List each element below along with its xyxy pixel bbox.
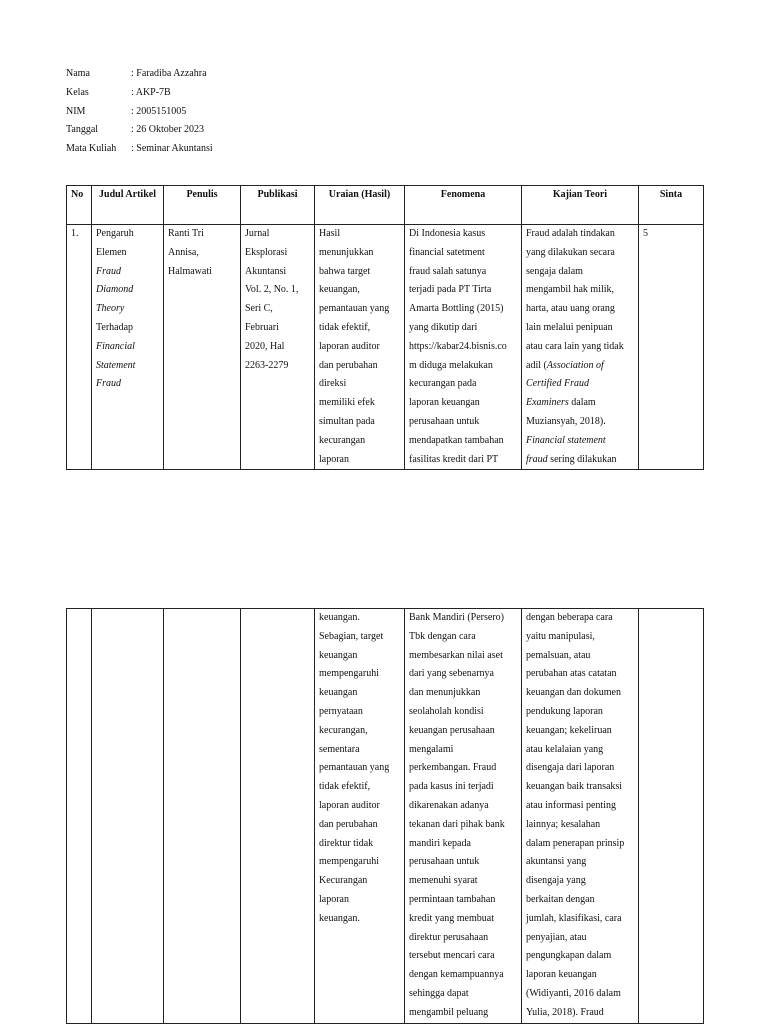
cell-text: direktur perusahaan <box>409 931 489 943</box>
table-row <box>67 225 704 470</box>
cell-line <box>526 300 634 319</box>
cell-judul <box>92 609 164 1024</box>
cell-line <box>96 375 159 394</box>
cell-line <box>526 891 634 910</box>
cell-line <box>409 609 517 628</box>
info-value: : Faradiba Azzahra <box>131 68 207 79</box>
cell-line <box>168 263 236 282</box>
cell-line <box>409 891 517 910</box>
cell-judul <box>92 225 164 470</box>
cell-text: mengambil hak milik, <box>526 284 615 296</box>
cell-line <box>409 1004 517 1023</box>
cell-line <box>409 872 517 891</box>
cell-no: 1. <box>67 225 92 470</box>
info-label: NIM <box>66 105 86 117</box>
cell-line <box>409 835 517 854</box>
info-label: Tanggal <box>66 124 99 136</box>
cell-text: keuangan; kekeliruan <box>526 724 612 736</box>
cell-line <box>319 281 400 300</box>
cell-line <box>409 647 517 666</box>
cell-line <box>409 759 517 778</box>
cell-line <box>319 647 400 666</box>
cell-text: mandiri kepada <box>409 837 471 849</box>
cell-line <box>526 722 634 741</box>
cell-publikasi <box>241 225 315 470</box>
cell-line <box>526 684 634 703</box>
cell-text: lain melalui penipuan <box>526 321 613 333</box>
cell-text: fraud <box>526 453 548 465</box>
cell-text: bahwa target <box>319 265 371 277</box>
cell-text: laporan auditor <box>319 799 380 811</box>
cell-line <box>526 413 634 432</box>
cell-line <box>409 413 517 432</box>
cell-line <box>526 929 634 948</box>
cell-line <box>96 300 159 319</box>
cell-text: tekanan dari pihak bank <box>409 818 505 830</box>
cell-text: sehingga dapat <box>409 987 469 999</box>
cell-line <box>319 244 400 263</box>
cell-line <box>319 609 400 628</box>
cell-line <box>409 947 517 966</box>
cell-text: 2020, Hal <box>245 340 285 352</box>
cell-text: terjadi pada PT Tirta <box>409 284 492 296</box>
cell-line <box>526 647 634 666</box>
cell-text: dikarenakan adanya <box>409 799 489 811</box>
cell-penulis <box>164 609 241 1024</box>
cell-line <box>526 281 634 300</box>
cell-line <box>168 225 236 244</box>
header-penulis: Penulis <box>164 186 241 225</box>
cell-text: Elemen <box>96 246 127 258</box>
student-info <box>66 65 213 159</box>
cell-text: sengaja dalam <box>526 265 583 277</box>
cell-line <box>168 244 236 263</box>
cell-line <box>319 872 400 891</box>
cell-line <box>526 263 634 282</box>
cell-line <box>319 891 400 910</box>
cell-text: Bank Mandiri (Persero) <box>409 612 504 623</box>
info-value: : Seminar Akuntansi <box>131 143 213 155</box>
cell-text: Seri C, <box>245 303 273 315</box>
cell-line <box>526 853 634 872</box>
cell-line <box>526 778 634 797</box>
cell-text: Certified Fraud <box>526 378 590 390</box>
cell-text: harta, atau uang orang <box>526 303 615 315</box>
cell-text: kecurangan <box>319 434 366 446</box>
cell-text: tersebut mencari cara <box>409 950 495 962</box>
cell-line <box>409 816 517 835</box>
cell-line <box>526 816 634 835</box>
cell-text: dengan kemampuannya <box>409 969 504 981</box>
cell-text: kredit yang membuat <box>409 912 494 924</box>
cell-text: keuangan <box>319 687 358 699</box>
cell-text: sementara <box>319 743 360 755</box>
cell-text: perubahan atas catatan <box>526 668 617 680</box>
table-header-row <box>67 186 704 225</box>
cell-text: 2263-2279 <box>245 359 289 371</box>
cell-line <box>245 338 310 357</box>
cell-text: pendukung laporan <box>526 705 603 717</box>
cell-text: dalam penerapan prinsip <box>526 837 625 849</box>
cell-text: Theory <box>96 303 125 315</box>
cell-line <box>96 263 159 282</box>
cell-text: permintaan tambahan <box>409 893 496 905</box>
cell-line <box>319 684 400 703</box>
cell-line <box>409 375 517 394</box>
cell-line <box>319 357 400 376</box>
cell-text: Fraud <box>96 378 121 390</box>
cell-line <box>319 797 400 816</box>
cell-kajian <box>522 225 639 470</box>
cell-line <box>96 319 159 338</box>
cell-line <box>526 357 634 376</box>
info-row <box>66 65 213 84</box>
cell-line <box>96 357 159 376</box>
cell-text: perkembangan. Fraud <box>409 762 497 774</box>
cell-text: Financial <box>96 340 135 352</box>
cell-no <box>67 609 92 1024</box>
cell-text: seolaholah kondisi <box>409 705 484 717</box>
cell-text: sering dilakukan <box>547 453 617 465</box>
cell-kajian <box>522 609 639 1024</box>
cell-line <box>319 225 400 244</box>
cell-line <box>409 244 517 263</box>
cell-text: simultan pada <box>319 415 375 427</box>
cell-text: pengungkapan dalam <box>526 950 612 962</box>
cell-text: pemantauan yang <box>319 762 390 774</box>
cell-text: Financial statement <box>526 434 606 446</box>
cell-line <box>409 853 517 872</box>
cell-text: pernyataan <box>319 705 363 717</box>
info-value: : 2005151005 <box>131 105 187 117</box>
cell-text: Sebagian, target <box>319 630 384 642</box>
cell-text: keuangan dan dokumen <box>526 687 621 699</box>
cell-line <box>409 684 517 703</box>
cell-line <box>409 319 517 338</box>
cell-text: keuangan <box>319 649 358 661</box>
cell-text: fasilitas kredit dari PT <box>409 453 499 465</box>
cell-text: laporan keuangan <box>526 969 597 981</box>
cell-line <box>96 281 159 300</box>
cell-line <box>409 797 517 816</box>
cell-line <box>245 281 310 300</box>
cell-text: dan perubahan <box>319 818 378 830</box>
info-value: : 26 Oktober 2023 <box>131 124 205 136</box>
cell-text: akuntansi yang <box>526 856 587 868</box>
cell-line <box>526 244 634 263</box>
cell-line <box>245 225 310 244</box>
info-value: : AKP-7B <box>131 86 171 98</box>
cell-line <box>526 225 634 244</box>
research-table-continued <box>66 608 704 1024</box>
cell-text: keuangan, <box>319 284 360 296</box>
cell-line <box>96 225 159 244</box>
cell-text: dari yang sebenarnya <box>409 668 494 680</box>
cell-line <box>319 375 400 394</box>
cell-text: pemantauan yang <box>319 303 390 315</box>
cell-text: adil ( <box>526 359 547 371</box>
cell-text: yang dikutip dari <box>409 321 478 333</box>
cell-text: disengaja dari laporan <box>526 762 615 774</box>
cell-line <box>526 947 634 966</box>
cell-text: atau cara lain yang tidak <box>526 340 624 352</box>
cell-text: Association of <box>546 359 604 371</box>
cell-text: Diamond <box>96 284 134 296</box>
cell-line <box>526 985 634 1004</box>
cell-line <box>96 244 159 263</box>
cell-text: Pengaruh <box>96 228 134 239</box>
cell-text: perusahaan untuk <box>409 856 480 868</box>
cell-line <box>409 966 517 985</box>
cell-fenomena <box>405 609 522 1024</box>
cell-line <box>319 628 400 647</box>
cell-text: disengaja yang <box>526 875 586 887</box>
cell-line <box>409 394 517 413</box>
cell-text: perusahaan untuk <box>409 415 480 427</box>
cell-line <box>409 432 517 451</box>
cell-text: Jurnal <box>245 228 270 239</box>
cell-text: Ranti Tri <box>168 228 204 239</box>
cell-text: keuangan. <box>319 612 360 623</box>
cell-text: dalam <box>568 397 596 409</box>
cell-line <box>319 853 400 872</box>
cell-text: dan perubahan <box>319 359 378 371</box>
research-table <box>66 185 704 470</box>
cell-text: Statement <box>96 359 136 371</box>
cell-line <box>526 665 634 684</box>
cell-line <box>409 910 517 929</box>
cell-text: yaitu manipulasi, <box>526 630 595 642</box>
cell-line <box>319 665 400 684</box>
cell-text: kecurangan pada <box>409 378 477 390</box>
cell-text: Yulia, 2018). Fraud <box>526 1006 604 1018</box>
cell-line <box>319 338 400 357</box>
cell-line <box>526 319 634 338</box>
cell-text: (Widiyanti, 2016 dalam <box>526 987 621 999</box>
cell-line <box>526 910 634 929</box>
cell-line <box>409 703 517 722</box>
cell-line <box>526 966 634 985</box>
cell-line <box>319 778 400 797</box>
cell-text: laporan auditor <box>319 340 380 352</box>
header-kajian: Kajian Teori <box>522 186 639 225</box>
cell-text: keuangan. <box>319 912 360 924</box>
cell-line <box>526 609 634 628</box>
cell-line <box>319 413 400 432</box>
cell-text: financial satetment <box>409 246 485 258</box>
cell-line <box>526 703 634 722</box>
cell-text: Muziansyah, 2018). <box>526 415 606 427</box>
cell-text: mempengaruhi <box>319 668 379 680</box>
cell-line <box>245 357 310 376</box>
cell-text: Vol. 2, No. 1, <box>245 284 299 296</box>
cell-text: Fraud adalah tindakan <box>526 228 615 239</box>
cell-text: Tbk dengan cara <box>409 630 476 642</box>
cell-line <box>319 703 400 722</box>
cell-text: https://kabar24.bisnis.co <box>409 340 507 352</box>
cell-text: Amarta Bottling (2015) <box>409 303 504 315</box>
cell-fenomena <box>405 225 522 470</box>
cell-line <box>526 451 634 470</box>
cell-text: pemalsuan, atau <box>526 649 591 661</box>
cell-text: penyajian, atau <box>526 931 587 943</box>
cell-line <box>409 263 517 282</box>
header-judul: Judul Artikel <box>92 186 164 225</box>
table-row <box>67 609 704 1024</box>
cell-text: membesarkan nilai aset <box>409 649 503 661</box>
cell-uraian <box>315 609 405 1024</box>
cell-text: Eksplorasi <box>245 246 288 258</box>
cell-sinta: 5 <box>639 225 704 470</box>
info-row <box>66 103 213 122</box>
cell-text: Halmawati <box>168 265 212 277</box>
cell-line <box>319 722 400 741</box>
cell-line <box>409 628 517 647</box>
cell-line <box>319 816 400 835</box>
header-publikasi: Publikasi <box>241 186 315 225</box>
cell-line <box>319 741 400 760</box>
info-label: Kelas <box>66 86 89 98</box>
cell-line <box>526 741 634 760</box>
cell-text: memiliki efek <box>319 397 375 409</box>
cell-line <box>409 338 517 357</box>
header-fenomena: Fenomena <box>405 186 522 225</box>
cell-text: menunjukkan <box>319 246 374 258</box>
cell-line <box>319 759 400 778</box>
cell-line <box>245 263 310 282</box>
cell-line <box>409 985 517 1004</box>
cell-text: mendapatkan tambahan <box>409 434 504 446</box>
cell-text: atau kelalaian yang <box>526 743 604 755</box>
cell-text: atau informasi penting <box>526 799 616 811</box>
cell-line <box>245 244 310 263</box>
cell-line <box>526 394 634 413</box>
cell-text: Februari <box>245 321 279 333</box>
header-no: No <box>67 186 92 225</box>
cell-text: laporan keuangan <box>409 397 480 409</box>
cell-text: tidak efektif, <box>319 781 371 793</box>
cell-line <box>526 432 634 451</box>
cell-penulis <box>164 225 241 470</box>
cell-line <box>319 835 400 854</box>
cell-line <box>245 319 310 338</box>
cell-text: mempengaruhi <box>319 856 379 868</box>
cell-line <box>409 778 517 797</box>
info-row <box>66 140 213 159</box>
cell-text: Akuntansi <box>245 265 287 277</box>
cell-text: mengambil peluang <box>409 1006 489 1018</box>
cell-text: dengan beberapa cara <box>526 612 613 623</box>
cell-text: direktur tidak <box>319 837 374 849</box>
cell-text: pada kasus ini terjadi <box>409 781 494 793</box>
cell-text: mengalami <box>409 743 454 755</box>
cell-line <box>245 300 310 319</box>
info-label: Nama <box>66 68 90 79</box>
cell-line <box>319 432 400 451</box>
cell-text: laporan <box>319 893 349 905</box>
cell-text: Di Indonesia kasus <box>409 228 486 239</box>
cell-line <box>409 741 517 760</box>
cell-publikasi <box>241 609 315 1024</box>
cell-line <box>526 835 634 854</box>
cell-line <box>526 1004 634 1023</box>
cell-text: direksi <box>319 378 347 390</box>
cell-text: yang dilakukan secara <box>526 246 615 258</box>
cell-text: dan menunjukkan <box>409 687 481 699</box>
cell-line <box>526 338 634 357</box>
cell-text: keuangan baik transaksi <box>526 781 623 793</box>
cell-line <box>526 759 634 778</box>
cell-line <box>409 357 517 376</box>
cell-line <box>526 797 634 816</box>
cell-text: keuangan perusahaan <box>409 724 495 736</box>
cell-text: Hasil <box>319 228 341 239</box>
cell-line <box>526 375 634 394</box>
header-uraian: Uraian (Hasil) <box>315 186 405 225</box>
cell-uraian <box>315 225 405 470</box>
cell-text: Annisa, <box>168 246 199 258</box>
info-label: Mata Kuliah <box>66 143 117 155</box>
cell-text: jumlah, klasifikasi, cara <box>526 912 622 924</box>
cell-line <box>409 929 517 948</box>
cell-line <box>526 872 634 891</box>
cell-line <box>409 451 517 470</box>
info-row <box>66 121 213 140</box>
header-sinta: Sinta <box>639 186 704 225</box>
cell-text: m diduga melakukan <box>409 359 493 371</box>
cell-line <box>409 281 517 300</box>
cell-text: berkaitan dengan <box>526 893 595 905</box>
cell-sinta <box>639 609 704 1024</box>
cell-line <box>409 665 517 684</box>
cell-text: Examiners <box>526 397 569 409</box>
cell-line <box>526 628 634 647</box>
cell-line <box>319 263 400 282</box>
cell-line <box>319 910 400 929</box>
cell-line <box>319 451 400 470</box>
cell-line <box>409 722 517 741</box>
cell-line <box>409 225 517 244</box>
cell-text: kecurangan, <box>319 724 368 736</box>
cell-text: Terhadap <box>96 321 134 333</box>
cell-text: Kecurangan <box>319 875 368 887</box>
cell-line <box>319 300 400 319</box>
cell-line <box>319 319 400 338</box>
cell-text: fraud salah satunya <box>409 265 487 277</box>
cell-line <box>319 394 400 413</box>
cell-text: tidak efektif, <box>319 321 371 333</box>
cell-text: laporan <box>319 453 349 465</box>
info-row <box>66 84 213 103</box>
cell-line <box>409 300 517 319</box>
cell-text: lainnya; kesalahan <box>526 818 601 830</box>
cell-text: Fraud <box>96 265 121 277</box>
cell-text: memenuhi syarat <box>409 875 478 887</box>
cell-line <box>96 338 159 357</box>
